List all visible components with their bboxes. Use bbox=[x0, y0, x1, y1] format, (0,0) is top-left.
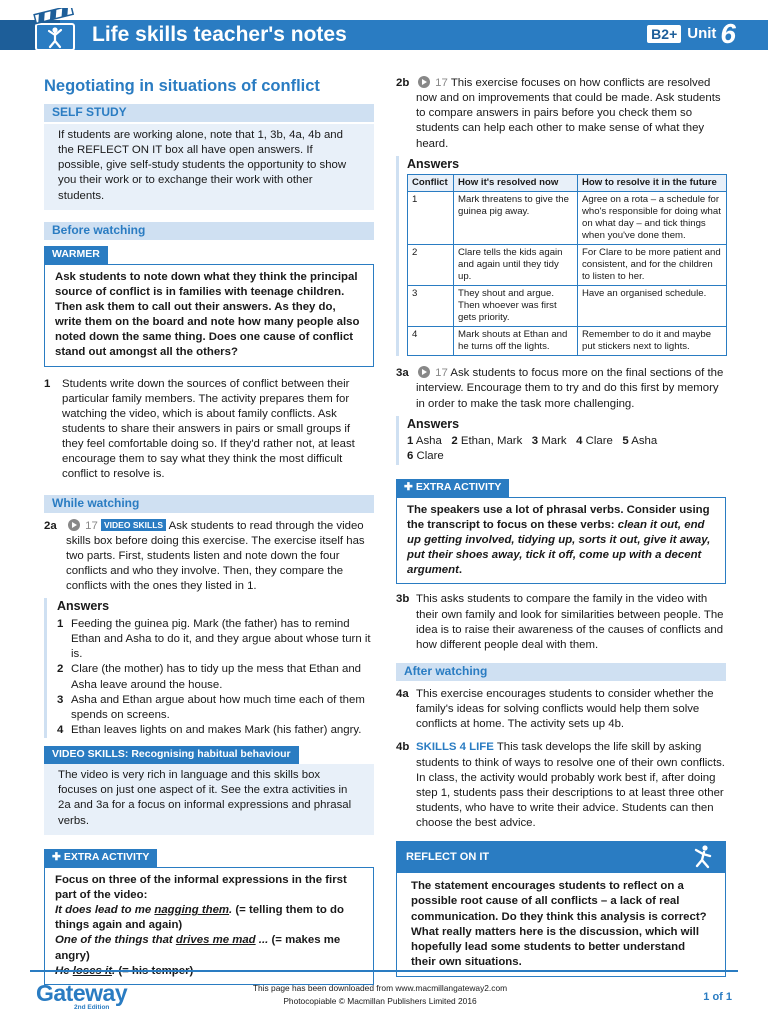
copyright-note: Photocopiable © Macmillan Publishers Limited 2016 bbox=[283, 996, 477, 1006]
answer-number: 5 bbox=[622, 435, 629, 448]
answer-text: Ethan, Mark bbox=[460, 435, 523, 448]
self-study-text: If students are working alone, note that 1, 3b, 4a, 4b and the REFLECT ON IT box all have open answers. If possible, give self-study students the opportunity to show you their work or to exchange their work with other students. bbox=[58, 128, 347, 202]
answer-number: 1 bbox=[407, 435, 414, 448]
level-badge: B2+ bbox=[647, 25, 681, 43]
table-cell: Clare tells the kids again and again until they tidy up. bbox=[454, 245, 578, 286]
answer-text: Asha and Ethan argue about how much time each of them spends on screens. bbox=[71, 693, 365, 721]
figure-icon bbox=[690, 844, 716, 870]
exercise-text: Ask students to focus more on the final sections of the interview. Encourage them to try and do this first by memory in order to make the task more challenging. bbox=[416, 367, 724, 410]
video-skills-tab: VIDEO SKILLS: Recognising habitual behaviour bbox=[44, 746, 299, 764]
exercise-text: Students write down the sources of conflict between their particular family members. The activity prepares them for watching the video, which is about family conflicts. Ask students to share their answers in pairs or small groups if they feel comfortable doing so. If they'd rather not, at least encourage them to say what they think the most difficult conflict to resolve is. bbox=[62, 377, 355, 481]
exercise-number: 4a bbox=[396, 687, 409, 700]
before-watching-heading: Before watching bbox=[44, 222, 374, 240]
answers-table bbox=[407, 174, 727, 356]
answers-heading: Answers bbox=[407, 416, 460, 431]
table-cell: 3 bbox=[408, 286, 454, 327]
exercise-2b bbox=[396, 76, 726, 152]
exercise-text-wrap bbox=[416, 76, 726, 152]
expression-text: It does lead to me bbox=[55, 904, 155, 917]
table-cell: For Clare to be more patient and consistent, and for the children to listen to her. bbox=[578, 245, 727, 286]
answer-text: Asha bbox=[631, 435, 658, 448]
table-cell: Mark threatens to give the guinea pig away. bbox=[454, 192, 578, 245]
answer-text: Clare bbox=[416, 450, 444, 463]
expression-1 bbox=[55, 903, 363, 933]
answer-number: 3 bbox=[57, 693, 64, 706]
extra-activity-tab bbox=[396, 479, 509, 497]
answer-number: 2 bbox=[451, 435, 458, 448]
exercise-text: This exercise focuses on how conflicts are resolved now and on improvements that could be made. Ask students to compare answers in pairs before you check them so students can help each other to make sense of what they heard. bbox=[416, 77, 721, 150]
play-icon[interactable] bbox=[418, 76, 430, 88]
track-number: 17 bbox=[435, 77, 448, 89]
answer-text: Clare bbox=[585, 435, 613, 448]
expression-meaning: (= makes me angry) bbox=[55, 934, 341, 962]
extra-activity-intro: The speakers use a lot of phrasal verbs. Consider using the transcript to focus on these verbs: bbox=[407, 503, 710, 531]
extra-activity-label: EXTRA ACTIVITY bbox=[63, 850, 150, 863]
exercise-text-wrap bbox=[416, 740, 726, 831]
track-number: 17 bbox=[435, 367, 448, 380]
warmer-box bbox=[44, 264, 374, 367]
exercise-4b bbox=[396, 740, 726, 831]
table-cell: Remember to do it and maybe put stickers next to lights. bbox=[578, 327, 727, 356]
phrasal-verbs: clean it out, end up getting involved, tidying up, sorts it out, give it away, put their shoes away, tick it off, come up with a decent argument bbox=[407, 518, 711, 577]
answers-heading: Answers bbox=[57, 599, 110, 614]
while-watching-heading: While watching bbox=[44, 495, 374, 513]
exercise-3b bbox=[396, 592, 726, 653]
video-skills-box bbox=[44, 764, 374, 835]
exercise-number: 4b bbox=[396, 741, 410, 754]
exercise-text: Ask students to read through the video skills box before doing this exercise. The exercise itself has two parts. First, students listen and note down the four conflicts and who they involve. Then, they compare the conflicts with the ones they listed in 1. bbox=[66, 519, 365, 593]
plus-icon: ✚ bbox=[404, 480, 413, 493]
play-icon[interactable] bbox=[68, 519, 80, 531]
table-row bbox=[408, 192, 727, 245]
page-footer bbox=[0, 968, 768, 1024]
answer-number: 3 bbox=[531, 435, 539, 448]
answers-2b bbox=[396, 156, 726, 356]
answers-heading: Answers bbox=[407, 156, 460, 171]
exercise-number: 1 bbox=[44, 377, 51, 390]
plus-icon: ✚ bbox=[52, 850, 61, 863]
extra-activity-intro: Focus on three of the informal expressions in the first part of the video: bbox=[55, 873, 347, 901]
lesson-title: Negotiating in situations of conflict bbox=[44, 77, 320, 95]
answer-text: Mark bbox=[541, 435, 567, 448]
exercise-text: This asks students to compare the family in the video with their own family and look for similarities between people. The idea is to raise their awareness of the causes of conflicts and how different people deal with them. bbox=[416, 593, 724, 651]
page-number: 1 of 1 bbox=[703, 991, 732, 1003]
answer-number: 4 bbox=[576, 435, 583, 448]
expression-2 bbox=[55, 933, 363, 963]
exercise-text: This exercise encourages students to consider whether the family's ideas for solving conflicts would help them solve conflicts at home. The activity sets up 4b. bbox=[416, 687, 714, 731]
exercise-number: 2a bbox=[44, 519, 57, 532]
exercise-number: 3b bbox=[396, 593, 410, 606]
exercise-1 bbox=[44, 377, 374, 483]
reflect-text: The statement encourages students to reflect on a possible root cause of all conflicts – a lack of real communication. Do they think this analysis is correct? What really matters here is the discussion, which will hopefully lead some students to better understand their own situations. bbox=[411, 880, 707, 969]
answer-number: 2 bbox=[57, 663, 64, 676]
answer-number: 6 bbox=[407, 450, 414, 463]
answer-item bbox=[57, 662, 374, 692]
table-cell: 4 bbox=[408, 327, 454, 356]
expression-end: ... bbox=[255, 934, 269, 947]
column-header: How to resolve it in the future bbox=[578, 175, 727, 192]
answer-item bbox=[57, 693, 374, 723]
answer-item bbox=[57, 723, 374, 738]
footer-divider bbox=[30, 970, 738, 972]
reflect-box bbox=[396, 841, 726, 977]
unit-number: 6 bbox=[720, 18, 736, 49]
table-cell: Agree on a rota – a schedule for who's responsible for doing what on what day – and tick things when you've done them. bbox=[578, 192, 727, 245]
reflect-heading bbox=[396, 841, 726, 873]
skills-4-life-tag: SKILLS 4 LIFE bbox=[416, 741, 494, 754]
exercise-4a bbox=[396, 687, 726, 732]
exercise-3a bbox=[396, 366, 726, 411]
reflect-body bbox=[396, 873, 726, 977]
gateway-logo: Gateway bbox=[36, 980, 128, 1006]
answers-2a bbox=[44, 598, 374, 738]
edition-label: 2nd Edition bbox=[74, 1004, 110, 1011]
column-header: How it's resolved now bbox=[454, 175, 578, 192]
table-row bbox=[408, 327, 727, 356]
table-cell: Have an organised schedule. bbox=[578, 286, 727, 327]
answer-number: 4 bbox=[57, 724, 64, 737]
left-column bbox=[44, 76, 374, 985]
footer-text bbox=[230, 982, 530, 1008]
table-row bbox=[408, 245, 727, 286]
column-header: Conflict bbox=[408, 175, 454, 192]
answer-text: Clare (the mother) has to tidy up the mess that Ethan and Asha leave around the house. bbox=[71, 663, 361, 691]
answers-3a bbox=[396, 416, 726, 465]
extra-activity-end: . bbox=[458, 564, 463, 577]
answers-3a-list bbox=[407, 434, 726, 464]
table-cell: 2 bbox=[408, 245, 454, 286]
exercise-number: 3a bbox=[396, 367, 409, 380]
expression-end: . bbox=[229, 904, 233, 917]
exercise-number: 2b bbox=[396, 77, 410, 89]
page-header bbox=[0, 0, 768, 72]
video-skills-tag: VIDEO SKILLS bbox=[101, 519, 166, 531]
table-cell: Mark shouts at Ethan and he turns off the lights. bbox=[454, 327, 578, 356]
answer-text: Ethan leaves lights on and makes Mark (his father) angry. bbox=[71, 724, 362, 737]
self-study-box bbox=[44, 124, 374, 210]
warmer-tab: WARMER bbox=[44, 246, 108, 264]
video-skills-text: The video is very rich in language and this skills box focuses on just one aspect of it. See the extra activities in 2a and 3a for a focus on informal expressions and phrasal verbs. bbox=[58, 769, 352, 827]
table-header-row bbox=[408, 175, 727, 192]
reflect-label: REFLECT ON IT bbox=[406, 851, 490, 864]
answer-text: Asha bbox=[415, 435, 442, 448]
unit-badge bbox=[647, 18, 736, 49]
download-note: This page has been downloaded from www.macmillangateway2.com bbox=[252, 983, 508, 993]
after-watching-heading: After watching bbox=[396, 663, 726, 681]
extra-activity-label: EXTRA ACTIVITY bbox=[415, 480, 502, 493]
self-study-heading: SELF STUDY bbox=[44, 104, 374, 122]
expression-text: One of the things that bbox=[55, 934, 176, 947]
exercise-text-wrap bbox=[66, 519, 374, 595]
play-icon[interactable] bbox=[418, 366, 430, 378]
exercise-text: This task develops the life skill by asking students to think of ways to resolve one of their own conflicts. In class, the activity would probably work best if, after doing step 1, students pass their descriptions to at least three other students, who have to write their advice. Students can then choose the best advice. bbox=[416, 741, 725, 830]
extra-activity-text bbox=[407, 503, 715, 579]
answer-number: 1 bbox=[57, 617, 64, 630]
extra-activity-box bbox=[396, 497, 726, 585]
expression-highlight: nagging them bbox=[154, 904, 230, 917]
right-column bbox=[396, 76, 726, 977]
expression-highlight: drives me mad bbox=[175, 934, 256, 947]
table-row bbox=[408, 286, 727, 327]
header-title: Life skills teacher's notes bbox=[92, 23, 347, 46]
table-cell: They shout and argue. Then whoever was first gets priority. bbox=[454, 286, 578, 327]
exercise-2a bbox=[44, 519, 374, 595]
expression-meaning: (= telling them to do things again and again) bbox=[55, 904, 344, 932]
track-number: 17 bbox=[85, 519, 98, 532]
exercise-text-wrap bbox=[416, 366, 726, 411]
unit-label: Unit bbox=[687, 25, 717, 43]
table-cell: 1 bbox=[408, 192, 454, 245]
answer-item bbox=[57, 617, 374, 662]
answer-text: Feeding the guinea pig. Mark (the father) has to remind Ethan and Asha to do it, and they argue about whose turn it is. bbox=[71, 617, 371, 661]
warmer-text: Ask students to note down what they think the principal source of conflict is in families with teenage children. Then ask them to call out their answers. As they do, write them on the board and note how many people also noted down the same thing. Does one cause of conflict stand out amongst all the others? bbox=[55, 270, 360, 359]
clapperboard-icon bbox=[32, 8, 78, 54]
extra-activity-tab bbox=[44, 849, 157, 867]
